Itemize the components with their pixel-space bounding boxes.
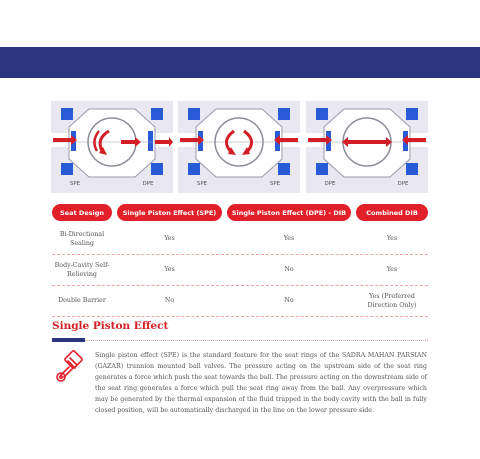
section-title: Single Piston Effect bbox=[52, 320, 169, 332]
cell-dpe: No bbox=[284, 266, 294, 274]
diagram-3-right-label: DPE bbox=[397, 181, 409, 188]
diagram-spe-dpe bbox=[51, 101, 173, 193]
table-row bbox=[52, 286, 428, 317]
cell-spe: Yes bbox=[164, 266, 175, 274]
row-label: Bi-Directional Sealing bbox=[59, 230, 105, 247]
header-dpe-dib: Single Piston Effect (DPE) - DIB bbox=[227, 204, 351, 221]
cell-combined: Yes bbox=[386, 266, 398, 274]
row-label: Body-Cavity Self-Relieving bbox=[54, 261, 110, 278]
diagram-2-left-label: SPE bbox=[196, 181, 208, 188]
diagram-1-left-label: SPE bbox=[69, 181, 81, 188]
header-spe: Single Piston Effect (SPE) bbox=[117, 204, 222, 221]
piston-icon bbox=[52, 350, 86, 384]
cell-combined: Yes bbox=[386, 235, 398, 243]
header-combined-dib: Combined DIB bbox=[356, 204, 428, 221]
diagram-2-right-label: SPE bbox=[269, 181, 281, 188]
row-label: Double Barrier bbox=[58, 297, 106, 305]
diagram-dpe-dpe bbox=[306, 101, 428, 193]
cell-dpe: Yes bbox=[283, 235, 295, 243]
diagram-3-left-label: DPE bbox=[324, 181, 336, 188]
cell-dpe: No bbox=[284, 297, 294, 305]
cell-spe: No bbox=[164, 297, 175, 305]
table-row bbox=[52, 255, 428, 286]
top-banner bbox=[0, 47, 480, 78]
title-divider bbox=[52, 340, 428, 341]
diagram-1-right-label: DPE bbox=[142, 181, 154, 188]
valve-diagram-1 bbox=[51, 101, 173, 193]
title-accent-bar bbox=[52, 338, 85, 342]
section-paragraph: Single piston effect (SPE) is the standard feature for the seat rings of the SADRA MAHAN PARSIAN (GAZAR) trunnion mounted ball valves. The pressure acting on the upstream side of the seat ring generates a force which push the seat towards the ball. The pressure acting on the downstream side of the seat ring generates a force which pull the seat ring away from the ball. Any overpressure which may be generated by the thermal expansion of the fluid trapped in the body cavity with the ball in fully closed position, will be automatically discharged in the line on the lower pressure side. bbox=[95, 352, 427, 415]
valve-diagram-3 bbox=[306, 101, 428, 193]
seat-diagrams bbox=[51, 101, 428, 193]
diagram-spe-spe bbox=[178, 101, 300, 193]
cell-spe: Yes bbox=[164, 235, 175, 243]
valve-diagram-2 bbox=[178, 101, 300, 193]
cell-combined: Yes (Preferred Direction Only) bbox=[367, 292, 417, 309]
header-seat-design: Seat Design bbox=[52, 204, 112, 221]
table-row bbox=[52, 224, 428, 255]
